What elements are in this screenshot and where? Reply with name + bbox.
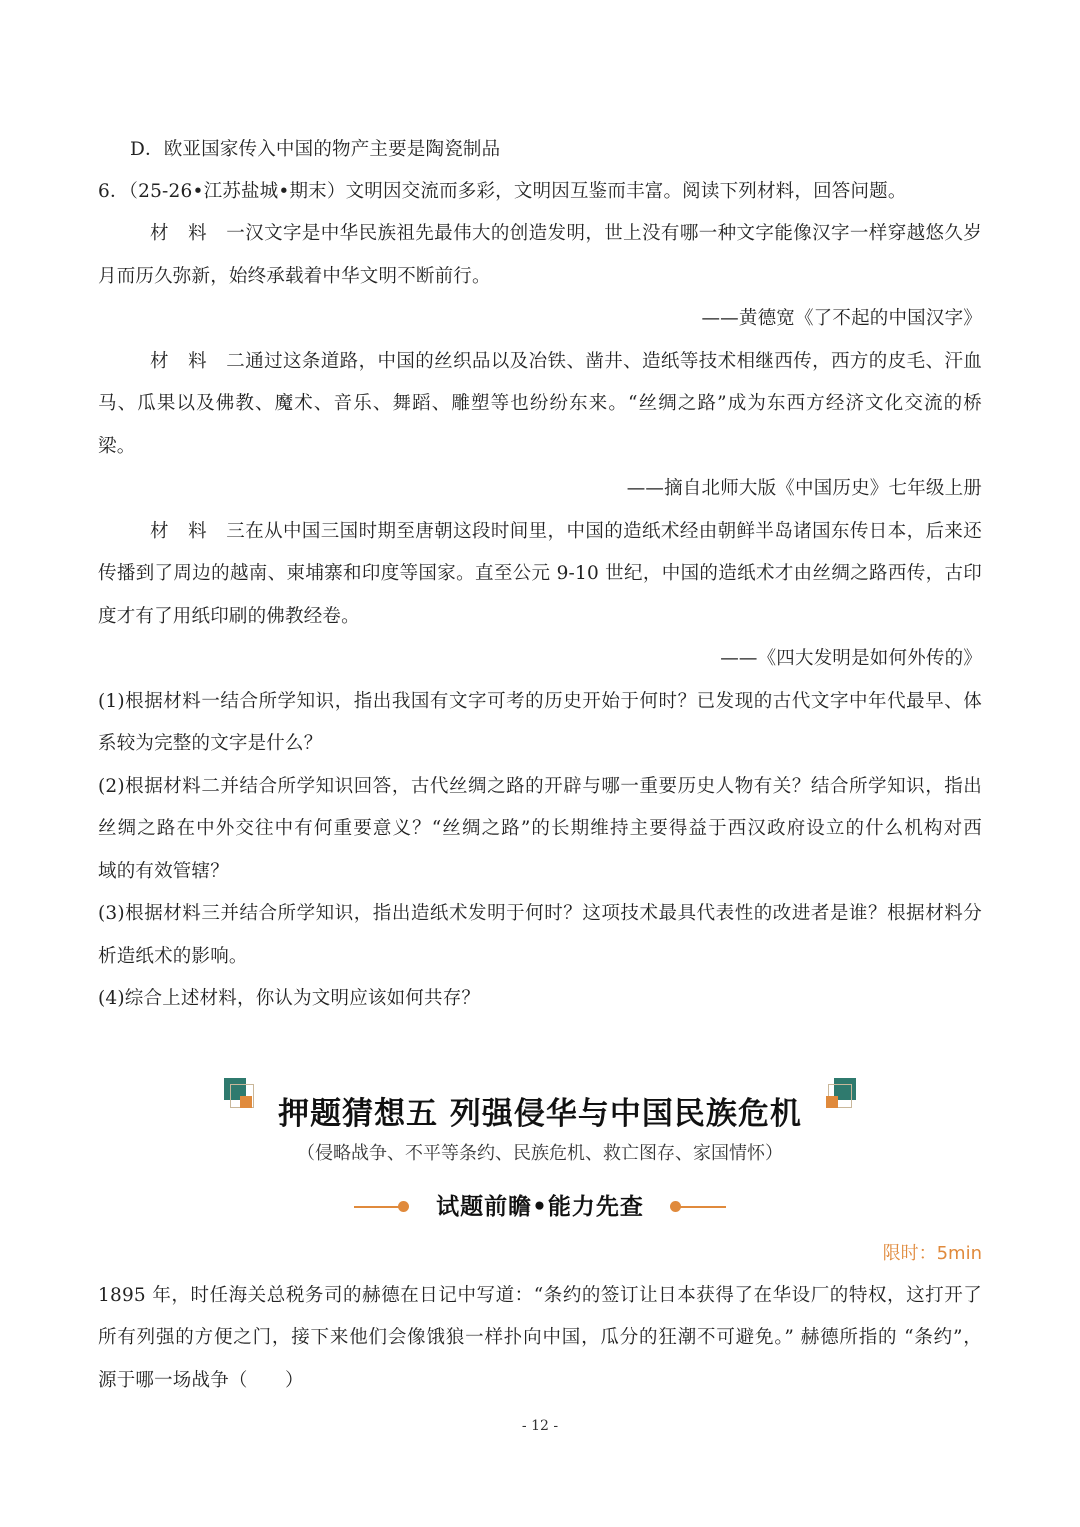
subquestion-1-line-1: (1)根据材料一结合所学知识，指出我国有文字可考的历史开始于何时？已发现的古代文字中年代最早、体 [98,691,982,712]
banner-right-line [678,1206,726,1208]
subquestion-2-line-1: (2)根据材料二并结合所学知识回答，古代丝绸之路的开辟与哪一重要历史人物有关？结合所学知识，指出 [98,776,982,797]
subquestion-4-line-1: (4)综合上述材料，你认为文明应该如何共存？ [98,988,481,1009]
material-2-line-2: 马、瓜果以及佛教、魔术、音乐、舞蹈、雕塑等也纷纷东来。“丝绸之路”成为东西方经济文化交流的桥 [98,393,982,414]
subquestion-3-line-2: 析造纸术的影响。 [98,946,248,967]
material-3-label: 材料三 [150,521,245,542]
time-limit: 限时：5min [882,1243,982,1264]
material-1-label: 材料一 [150,223,245,244]
subquestion-2-line-3: 域的有效管辖？ [98,861,229,882]
material-2-line-1 [150,347,982,377]
subquestion-2-line-2: 丝绸之路在中外交往中有何重要意义？“丝绸之路”的长期维持主要得益于西汉政府设立的什么机构对西 [98,818,982,839]
section-banner [0,1186,1080,1226]
subquestion-3-line-1: (3)根据材料三并结合所学知识，指出造纸术发明于何时？这项技术最具代表性的改进者是谁？根据材料分 [98,903,982,924]
material-1-text-1: 汉文字是中华民族祖先最伟大的创造发明，世上没有哪一种文字能像汉字一样穿越悠久岁 [245,223,982,244]
material-2-source: ——摘自北师大版《中国历史》七年级上册 [626,478,982,499]
material-1-source: ——黄德宽《了不起的中国汉字》 [701,308,982,329]
option-d: D．欧亚国家传入中国的物产主要是陶瓷制品 [130,139,501,160]
material-1-line-2: 月而历久弥新，始终承载着中华文明不断前行。 [98,266,491,287]
material-2-text-1: 通过这条道路，中国的丝织品以及冶铁、凿井、造纸等技术相继西传，西方的皮毛、汗血 [245,351,982,372]
material-3-line-1 [150,517,982,547]
material-2-label: 材料二 [150,351,245,372]
section-title: 押题猜想五 列强侵华与中国民族危机 [278,1096,802,1132]
subquestion-1-line-2: 系较为完整的文字是什么？ [98,733,323,754]
section-title-block [0,1078,1080,1138]
banner-text: 试题前瞻•能力先查 [436,1194,644,1220]
section-subtitle: （侵略战争、不平等条约、民族危机、救亡图存、家国情怀） [297,1143,783,1164]
material-3-text-1: 在从中国三国时期至唐朝这段时间里，中国的造纸术经由朝鲜半岛诸国东传日本，后来还 [245,521,982,542]
next-question-line-3: 源于哪一场战争（ ） [98,1370,304,1391]
next-question-line-1: 1895 年，时任海关总税务司的赫德在日记中写道：“条约的签订让日本获得了在华设厂的特权，这打开了 [98,1285,982,1306]
question-6-stem: 6．（25-26•江苏盐城•期末）文明因交流而多彩，文明因互鉴而丰富。阅读下列材料，回答问题。 [98,181,907,202]
material-1-line-1 [150,219,982,249]
next-question-line-2: 所有列强的方便之门，接下来他们会像饿狼一样扑向中国，瓜分的狂潮不可避免。” 赫德所指的 “条约”， [98,1327,982,1348]
material-3-line-2: 传播到了周边的越南、柬埔寨和印度等国家。直至公元 9-10 世纪，中国的造纸术才由丝绸之路西传，古印 [98,563,982,584]
right-square-decoration-icon [824,1078,860,1114]
page-number: - 12 - [521,1418,559,1434]
material-3-source: ——《四大发明是如何外传的》 [720,648,982,669]
material-2-line-3: 梁。 [98,436,136,457]
material-3-line-3: 度才有了用纸印刷的佛教经卷。 [98,606,360,627]
